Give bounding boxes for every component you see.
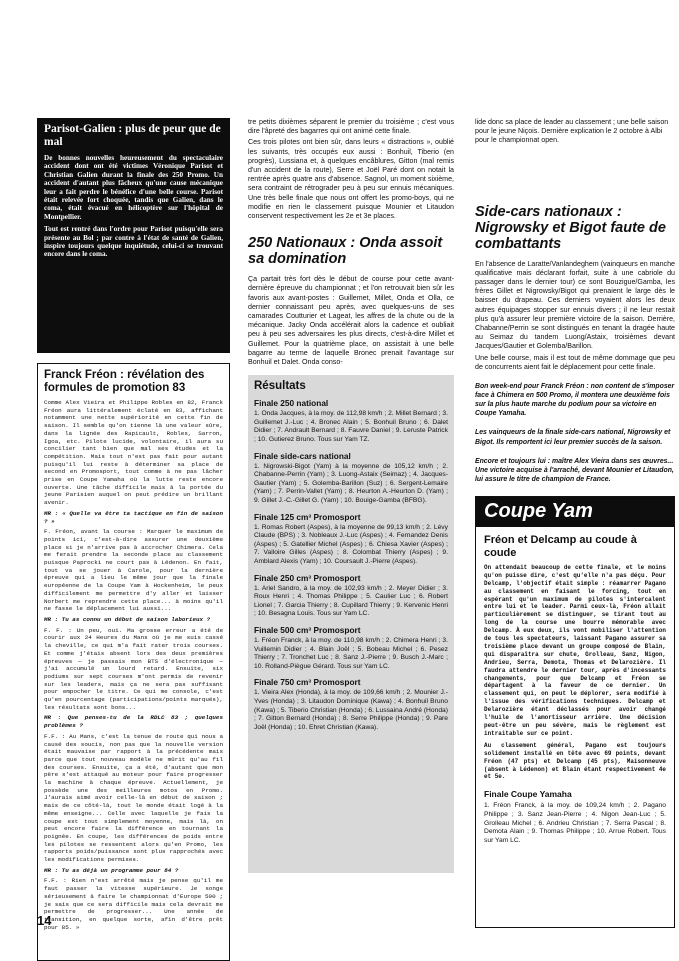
results-category-title: Finale 500 cm³ Promosport: [254, 624, 361, 635]
middle-column: [248, 118, 454, 873]
body-paragraph: Une belle course, mais il est tout de même dommage que peu de concurrents aient fait le déplacement pour cette finale.: [475, 353, 675, 371]
interview-answer: F.F. : Rien n'est arrêté mais je pense qu'il me faut passer la vitesse supérieure. Je songe sérieusement à faire le championnat d'Europe 500 ; je sais que ce sera difficile mais cela devrait me permettre de progresser... Une année de transition, en quelque sorte, afin d'être prêt pour 85. »: [44, 877, 223, 931]
results-category-text: 1. Romas Robert (Aspes), à la moyenne de 99,13 km/h ; 2. Lévy Claude (BPS) ; 3. Nobleaux J.-Luc (Aspes) ; 4. Fernandez Denis (Aspes) ; 5. Gatellier Michel (Aspes) ; 6. Chiesa Xavier (Aspes) ; 7. Valloire Gilles (Aspes) ; 8. Colombat Thierry (Aspes) ; 9. Amblard Alexis (Yam) ; 10. Coursault J.-Pierre (Aspes).: [254, 523, 448, 565]
interview-answer: F. F. : Un peu, oui. Ma grosse erreur a été de courir aux 24 Heures du Mans où je me suis cassé la cheville, ce qui m'a fait rater trois courses. Et comme j'étais absent lors des deux premières épreuves — je passais mon BTS d'électronique — j'ai accumulé un lourd retard. Ensuite, six podiums sur sept courses m'ont permis de revenir sur les leaders, mais ça ne sera pas suffisant pour empocher le titre. Ce qui me console, c'est qu'en pourcentage (participations/points marqués), les résultats sont bons...: [44, 626, 223, 711]
finale-coupe-results: 1. Fréon Franck, à la moy. de 109,24 km/h ; 2. Pagano Philippe ; 3. Sanz Jean-Pierre ; 4. Nigon Jean-Luc ; 5. Grolleau Michel ; 6. Andrieu Christian ; 7. Serra Pascal ; 8. Demota Alain ; 9. Thomas Philippe ; 10. Arrue Robert. Tous sur Yam LC.: [484, 802, 666, 844]
results-category-text: 1. Onda Jacques, à la moy. de 112,98 km/h ; 2. Millet Bernard ; 3. Guillemet J.-Luc ; 4. Bronec Alain ; 5. Bonhuil Bruno ; 6. Dalet Didier ; 7. Andrault Bernard ; 8. Fauvre Daniel ; 9. Leruste Patrick ; 10. Gutierez Bruno. Tous sur Yam TZ.: [254, 410, 448, 444]
results-box: [248, 375, 454, 873]
results-category-text: 1. Vieira Alex (Honda), à la moy. de 109,66 km/h ; 2. Mounier J.-Yves (Honda) ; 3. Litaudon Dominique (Kawa) ; 4. Bonhuil Bruno (Kawa) ; 5. Tiberio Christian (Honda) ; 6. Lussaina André (Honda) ; 7. Gitton Bernard (Honda) ; 8. Serre Philippe (Honda) ; 9. Pare Joël (Honda) ; 10. Ehret Christian (Kawa).: [254, 689, 448, 731]
results-category-text: 1. Ariel Sandro, à la moy. de 102,93 km/h ; 2. Meyer Didier ; 3. Roux Henri ; 4. Thomas Philippe ; 5. Caulier Luc ; 6. Robert Lionel ; 7. Garcia Thierry ; 8. Cupillard Thierry ; 9. Kervenic Henri ; 10. Besagna Louis. Tous sur Yam LC.: [254, 584, 448, 618]
parisot-title: Parisot-Galien : plus de peur que de mal: [44, 123, 221, 148]
results-category-title: Finale 125 cm³ Promosport: [254, 511, 361, 522]
body-paragraph: Ça partait très fort dès le début de course pour cette avant-dernière épreuve du championnat ; et l'on retrouvait bien sûr les favoris aux avant-postes : Guillemet, Millet, Onda et Olla, ce dernier connaissant peu après, avec quelques-uns de ses camarades Coutturier et Lageat, les affres de la chute ou de la mécanique. Jacky Onda accélérait alors la cadence et oubliait peu à peu ses adversaires les plus directs, c'est-à-dire Millet et Guillemet. Pour la quatrième place, on assistait à une belle bagarre au terme de laquelle Bronec prenait l'avantage sur Bonhuil et Dalet. Onda conso-: [248, 275, 454, 367]
results-category-title: Finale 250 cm³ Promosport: [254, 572, 361, 583]
results-list: [254, 398, 448, 732]
interview-question: MR : Tu as connu un début de saison laborieux ?: [44, 615, 211, 623]
page-number: 14: [37, 913, 52, 928]
results-title: Résultats: [254, 380, 306, 393]
body-paragraph: tre petits dixièmes séparent le premier du troisième ; c'est vous dire l'âpreté des bagarres qui ont animé cette finale.: [248, 118, 454, 136]
coupe-yam-box: [475, 496, 675, 928]
parisot-paragraph: Tout est rentré dans l'ordre pour Parisot puisqu'elle sera présente au Bol ; par contre à l'état de santé de Galien, inspire toujours quelque inquiétude, celui-ci se trouvant encore dans le coma.: [44, 225, 223, 259]
photo-caption: Encore et toujours lui : maître Alex Vieira dans ses œuvres... Une victoire acquise à l'arraché, devant Mounier et Litaudon, lui assure le titre de champion de France.: [475, 457, 674, 483]
results-category-title: Finale 750 cm³ Promosport: [254, 677, 361, 688]
coupe-paragraph: On attendait beaucoup de cette finale, et le moins qu'on puisse dire, c'est qu'elle n'a pas déçu. Pour Delcamp, l'objectif était simple : réamarrer Pagano au classement en faisant le forcing, tout en espérant qu'un maximum de pilotes s'intercalent entre lui et le leader. Parmi ceux-là, Fréon allait particulièrement se distinguer, se tirant tout au long de la course une bourre mémorable avec Delcamp. À eux deux, ils vont mobiliser l'attention de tous les spectateurs, laissant Pagano assurer sa troisième place devant un groupe composé de Blain, qui disparaîtra sur chute, Grolleau, Sanz, Nigon, Andrieu, Serra, Demota, Thomas et Delarozière. Il faudra attendre le dernier tour, après d'incessants changements, pour que Delcamp et Fréon se départagent à la faveur de ce dernier. Un classement qui, on peut le déplorer, sera modifié à l'issue des vérifications techniques. Delcamp et Delarozière étant déclassés pour avoir changé l'huile de l'amortisseur arrière. Une décision peut-être un peu sévère, mais le règlement est intraitable sur ce point.: [484, 563, 666, 737]
coupe-yam-banner: Coupe Yam: [476, 497, 674, 527]
interview-answer: F.F. : Au Mans, c'est la tenue de route qui nous a causé des soucis, non pas que la nouvelle version était mauvaise par rapport à la précédente mais parce que tout nouveau modèle ne mûrit qu'au fil des courses. Ensuite, ça a été, d'autant que mon père s'est attaqué au moteur pour faire progresser la machine à chaque épreuve. Actuellement, je possède une des meilleures motos en Promo. J'aurais aimé avoir celle-là en début de saison ; mais de ce côté-là, tout le monde était logé à la même enseigne... Celle avec laquelle je fais la coupe est tout simplement moyenne, mais là, on peut encore faire la différence en tournant la poignée. En coupe, les différences de poids entre les pilotes se ressentent alors qu'en Promo, les rapports poids/puissance sont plus rapprochés avec les modifications permises.: [44, 732, 223, 864]
article-title-sidecars: Side-cars nationaux : Nigrowsky et Bigot faute de combattants: [475, 203, 666, 252]
body-paragraph: Ces trois pilotes ont bien sûr, dans leurs « distractions », oublié les suivants, très occupés eux aussi : Bonhuil, Tiberio (en progrès), Lussiana et, à quelques encâblures, Gitton (mal remis d'un accident de la route), Serre et Joël Paré dont on notait la rentrée après quatre ans d'absence. Sagnol, un moment sixième, sera contraint de rétrograder peu à peu sur ennuis mécaniques. Une très belle finale que nous ont offert les promo-boys, qui ne modifie en rien le classement puisque Mounier et Litaudon conservent respectivement les 2e et 3e places.: [248, 138, 454, 221]
parisot-paragraph: De bonnes nouvelles heureusement du spectaculaire accident dont ont été victimes Véronique Parisot et Christian Galien durant la finale des 250 Promo. Un accident d'autant plus fâcheux qu'une cause mécanique leur a fait perdre le bénéfice d'une belle course. Parisot était relevée fort choquée, tandis que Galien, dans le coma, était évacué en hélicoptère sur l'hôpital de Montpellier.: [44, 154, 223, 221]
left-column: [37, 118, 230, 961]
franck-box: [37, 363, 230, 961]
photo-caption: Bon week-end pour Franck Fréon : non content de s'imposer face à Chimera en 500 Promo, il montera une deuxième fois sur la plus haute marche du podium pour sa victoire en Coupe Yamaha.: [475, 383, 675, 418]
parisot-box: [37, 118, 230, 353]
body-paragraph: lide donc sa place de leader au classement ; une belle saison pour le jeune Niçois. Dernière explication le 2 octobre à Albi pour le championnat open.: [475, 118, 669, 145]
interview-question: MR : Tu as déjà un programme pour 84 ?: [44, 866, 179, 874]
results-category-text: 1. Nigrowski-Bigot (Yam) à la moyenne de 105,12 km/h ; 2. Chabanne-Perrin (Yam) ; 3. Luong-Astaix (Seimaz) ; 4. Jacques-Gautier (Yam) ; 5. Golemba-Barillon (Suz) ; 6. Sergent-Lemaire (Yam) ; 7. Perrin-Vallet (Yam) ; 8. Heurton A.-Heurton D. (Yam) ; 9. Gillet J.-C.-Gillet G. (Yam) ; 10. Bouige-Gamba (BFBG).: [254, 462, 448, 505]
coupe-paragraph: Au classement général, Pagano est toujours solidement installé en tête avec 69 points, devant Fréon (47 pts) et Delcamp (45 pts), Maisonneuve (absent à Lédenon) et Blain étant respectivement 4e et 5e.: [484, 741, 666, 781]
franck-interview: [44, 399, 223, 931]
interview-answer: Comme Alex Vieira et Philippe Robles en 82, Franck Fréon aura littéralement éclaté en 83, affichant notamment une nette supériorité en cette fin de saison. Il semble qu'on tienne là une valeur sûre, dans la lignée des Rapicault, Robles, Sarron, Igoa, etc. Pilote lucide, volontaire, il aura su concilier tant bien que mal ses études et la compétition. Mais tout n'est pas fait pour autant puisqu'il lui reste à déterminer sa place de second en Promosport, tout comme à ne pas lâcher prise en Coupe Yamaha où la lutte reste encore ouverte. Une tâche difficile mais à la portée du jeune Parisien auquel on peut prédire un brillant avenir.: [44, 399, 223, 507]
coupe-subtitle: Fréon et Delcamp au coude à coude: [484, 533, 637, 559]
franck-title: Franck Fréon : révélation des formules de promotion 83: [44, 369, 205, 394]
photo-caption: Les vainqueurs de la finale side-cars national, Nigrowsky et Bigot. Ils remportent ici leur premier succès de la saison.: [475, 429, 671, 446]
interview-question: MR : Que penses-tu de la RDLC 83 ; quelques problèmes ?: [44, 714, 223, 730]
right-column: [475, 118, 675, 928]
finale-coupe-title: Finale Coupe Yamaha: [484, 789, 572, 800]
body-paragraph: En l'absence de Laratte/Vanlandeghem (vainqueurs en manche qualificative mais déclarant forfait, suite à une cabriole du passager dans le dernier tour) ce sont Bouzigue/Gamba, les frères Gillet et Nigrowsky/Bigot qui prenaient le large dès le baisser du drapeau. Ces derniers voyaient alors les deux autres équipages stopper sur ennuis divers ; il ne leur restait plus qu'à assurer leur première victoire de la saison. Derrière, Chabanne/Perrin se sont distingués en tenant la dragée haute au Seimaz du tandem Luong/Astaix, troisièmes devant Jacques/Gautier et Golemba/Barillon.: [475, 259, 675, 351]
article-title-250: 250 Nationaux : Onda assoit sa domination: [248, 235, 443, 268]
results-category-title: Finale side-cars national: [254, 450, 351, 461]
interview-answer: F. Fréon, avant la course : Marquer le maximum de points ici, c'est-à-dire assurer une deuxième place si je n'arrive pas à accrocher Chimera. Cela me ferait prendre la seconde place au classement puisque Paprocki ne court pas à Lédenon. En fait, tout va se jouer à Carole, pour la dernière épreuve qui a lieu le même jour que la finale européenne de la Coupe Yam à Hockenheim, le peux difficilement me permettre d'y aller et laisser Norbert me reprendre cette place... à moins qu'il ne fasse le déplacement lui aussi...: [44, 528, 223, 613]
results-category-text: 1. Fréon Franck, à la moy. de 110,98 km/h ; 2. Chimera Henri ; 3. Vuillemin Didier ; 4. Blain Joël ; 5. Bobeau Michel ; 6. Pesez Thierry ; 7. Tronchet Luc ; 8. Sanz J.-Pierre ; 9. Busch J.-Marc ; 10. Rolland-Piègue Gérard. Tous sur Yam LC.: [254, 636, 448, 670]
results-category-title: Finale 250 national: [254, 398, 329, 409]
interview-question: MR : « Quelle va être ta tactique en fin de saison ? »: [44, 509, 223, 525]
